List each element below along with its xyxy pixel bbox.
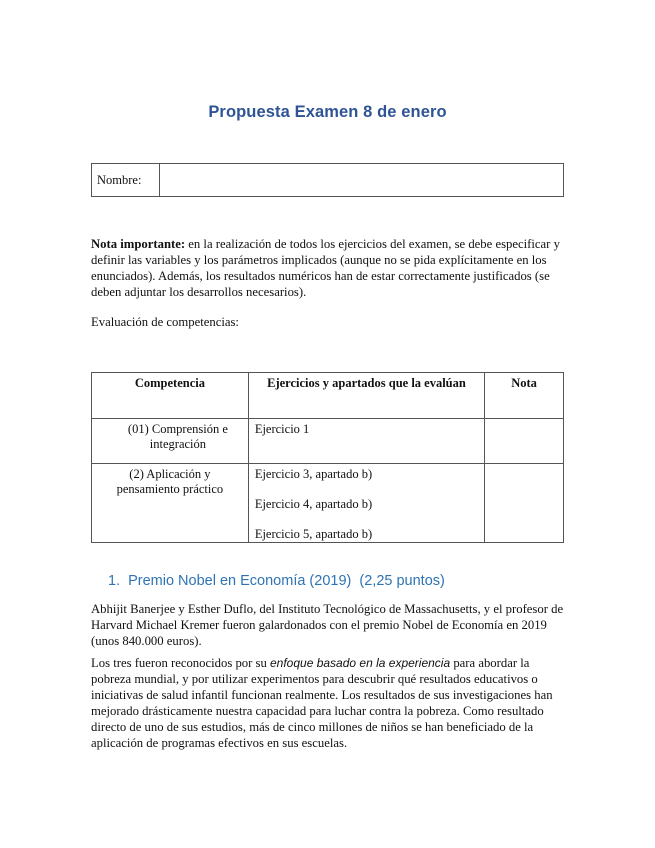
competencies-intro: Evaluación de competencias: <box>91 315 239 329</box>
section-heading <box>108 573 445 589</box>
exercises-cell <box>248 464 484 543</box>
name-label: Nombre: <box>92 164 160 196</box>
important-note-text: en la realización de todos los ejercicios del examen, se debe especificar y definir las variables y los parámetros implicados (aunque no se pida explícitamente en los enunciados). Además, los resultados numéricos han de estar correctamente justificados (se deben adjuntar los desarrollos necesarios). <box>91 237 560 299</box>
exercises-cell <box>248 419 484 464</box>
paragraph2-after: para abordar la pobreza mundial, y por utilizar experimentos para descubrir qué resultados educativos o iniciativas de salud infantil funcionan realmente. Los resultados de sus investigaciones han mejorado drásticamente nuestra capacidad para luchar contra la pobreza. Como resultado directo de uno de sus estudios, más de cinco millones de niños se han beneficiado de la aplicación de programas efectivos en sus escuelas. <box>91 656 553 750</box>
name-field-table <box>91 163 564 197</box>
competence-cell: (2) Aplicación y pensamiento práctico <box>92 464 249 543</box>
grade-cell[interactable] <box>485 419 564 464</box>
exercise-item: Ejercicio 4, apartado b) <box>254 497 373 511</box>
exercise-item: Ejercicio 5, apartado b) <box>254 527 373 541</box>
section-number: 1. <box>108 573 121 589</box>
paragraph2-italic: enfoque basado en la experiencia <box>270 656 451 670</box>
important-note-label: Nota importante: <box>91 237 186 251</box>
section-paragraph-1: Abhijit Banerjee y Esther Duflo, del Instituto Tecnológico de Massachusetts, y el profesor de Harvard Michael Kremer fueron galardonados con el premio Nobel de Economía en 2019 (unos 840.000 euros). <box>91 602 564 648</box>
grade-cell[interactable] <box>485 464 564 543</box>
name-input[interactable] <box>160 164 563 196</box>
paragraph2-before: Los tres fueron reconocidos por su <box>91 656 270 670</box>
important-note <box>91 236 571 300</box>
section-paragraph-2 <box>91 655 571 751</box>
header-exercises: Ejercicios y apartados que la evalúan <box>248 373 484 419</box>
exercise-item: Ejercicio 1 <box>254 422 310 436</box>
table-row <box>92 464 564 543</box>
competence-cell: (01) Comprensión e integración <box>92 419 249 464</box>
table-row <box>92 419 564 464</box>
document-title: Propuesta Examen 8 de enero <box>208 103 447 121</box>
header-grade: Nota <box>485 373 564 419</box>
competencies-table <box>91 372 564 543</box>
section-title: Premio Nobel en Economía (2019) (2,25 puntos) <box>128 573 445 589</box>
header-competence: Competencia <box>92 373 249 419</box>
exercise-item: Ejercicio 3, apartado b) <box>254 467 373 481</box>
